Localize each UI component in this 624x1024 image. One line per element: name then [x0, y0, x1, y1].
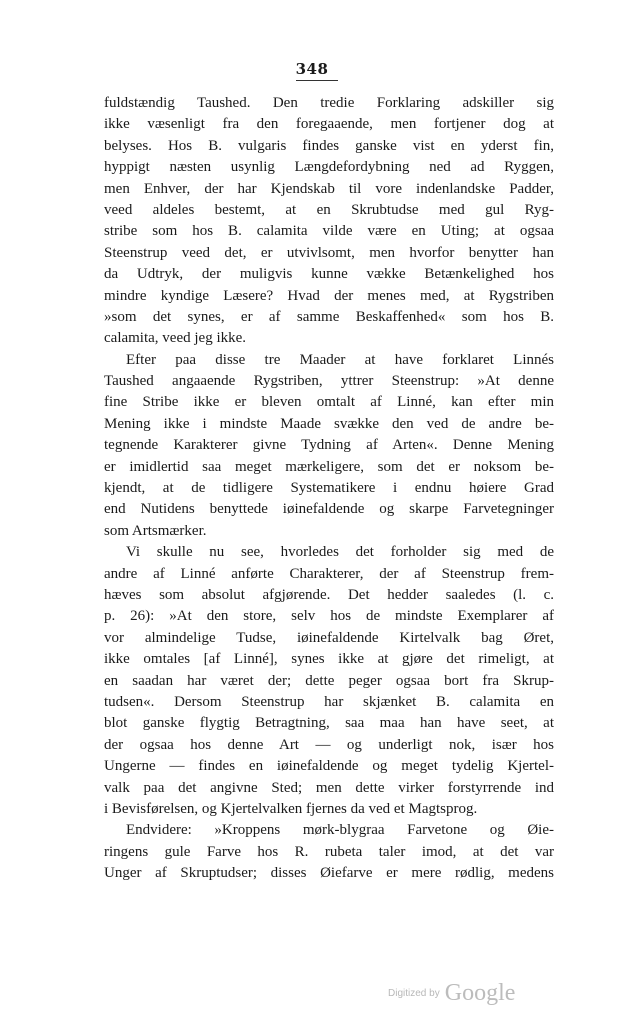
- text-line: ringens gule Farve hos R. rubeta taler imod, at det var: [104, 843, 554, 860]
- google-logo: Google: [444, 980, 516, 1006]
- text-line: stribe som hos B. calamita vilde være en Uting; at ogsaa: [104, 223, 554, 240]
- text-line: hæves som absolut afgjørende. Det hedder saaledes (l. c.: [104, 586, 554, 603]
- page-number-rule: [296, 80, 338, 81]
- text-line: veed aldeles bestemt, at en Skrubtudse med gul Ryg-: [104, 201, 554, 218]
- text-line: Taushed angaaende Rygstriben, yttrer Steenstrup: »At denne: [104, 373, 554, 390]
- text-line: vor almindelige Tudse, iøinefaldende Kirtelvalk bag Øret,: [104, 629, 554, 646]
- body-text: [104, 93, 554, 884]
- page-number: 348: [295, 60, 329, 78]
- text-line: fine Stribe ikke er bleven omtalt af Linné, kan efter min: [104, 394, 554, 411]
- text-line: tudsen«. Dersom Steenstrup har skjænket B. calamita en: [104, 693, 554, 710]
- text-line: Mening ikke i mindste Maade svække den ved de andre be-: [104, 415, 554, 432]
- text-line: Unger af Skruptudser; disses Øiefarve er mere rødlig, medens: [104, 865, 554, 882]
- text-line: end Nutidens benyttede iøinefaldende og skarpe Farvetegninger: [104, 501, 554, 518]
- text-line: mindre kyndige Læsere? Hvad der menes med, at Rygstriben: [104, 287, 554, 304]
- text-line: Steenstrup veed det, er utvivlsomt, men hvorfor benytter han: [104, 244, 554, 261]
- text-line: en saadan har været der; dette peger ogsaa bort fra Skrup-: [104, 672, 554, 689]
- text-line: andre af Linné anførte Charakterer, der af Steenstrup frem-: [104, 565, 554, 582]
- text-line: der ogsaa hos denne Art — og underligt nok, især hos: [104, 736, 554, 753]
- text-line: ikke væsenligt fra den foregaaende, men fortjener dog at: [104, 116, 554, 133]
- paragraph-start: Efter paa disse tre Maader at have forklaret Linnés: [126, 351, 554, 368]
- digitized-by-label: Digitized by: [388, 988, 440, 999]
- text-line: belyses. Hos B. vulgaris findes ganske vist en yderst fin,: [104, 137, 554, 154]
- text-line: fuldstændig Taushed. Den tredie Forklaring adskiller sig: [104, 95, 554, 111]
- text-line: hyppigt næsten usynlig Længdefordybning ned ad Ryggen,: [104, 159, 554, 176]
- paragraph-start: Endvidere: »Kroppens mørk-blygraa Farvetone og Øie-: [126, 822, 554, 839]
- text-line: tegnende Karakterer givne Tydning af Arten«. Denne Mening: [104, 437, 554, 454]
- text-line: er imidlertid saa meget mærkeligere, som det er noksom be-: [104, 458, 554, 475]
- text-line: Ungerne — findes en iøinefaldende og meget tydelig Kjertel-: [104, 758, 554, 775]
- text-line: valk paa det angivne Sted; men dette virker forstyrrende ind: [104, 779, 554, 796]
- text-line: calamita, veed jeg ikke.: [104, 330, 247, 347]
- digitized-watermark: [388, 980, 515, 1007]
- text-line: blot ganske flygtig Betragtning, saa maa han have seet, at: [104, 715, 554, 732]
- text-line: da Udtryk, der muligvis kunne vække Betænkelighed hos: [104, 266, 554, 283]
- text-line: kjendt, at de tidligere Systematikere i endnu høiere Grad: [104, 480, 554, 497]
- text-line: »som det synes, er af samme Beskaffenhed« som hos B.: [104, 308, 554, 325]
- paragraph-start: Vi skulle nu see, hvorledes det forholder sig med de: [126, 544, 554, 561]
- text-line: p. 26): »At den store, selv hos de mindste Exemplarer af: [104, 608, 554, 625]
- text-line: som Artsmærker.: [104, 522, 207, 539]
- text-line: ikke omtales [af Linné], synes ikke at gjøre det rimeligt, at: [104, 651, 554, 668]
- text-line: i Bevisførelsen, og Kjertelvalken fjernes da ved et Magtsprog.: [104, 800, 478, 817]
- text-line: men Enhver, der har Kjendskab til vore indenlandske Padder,: [104, 180, 554, 197]
